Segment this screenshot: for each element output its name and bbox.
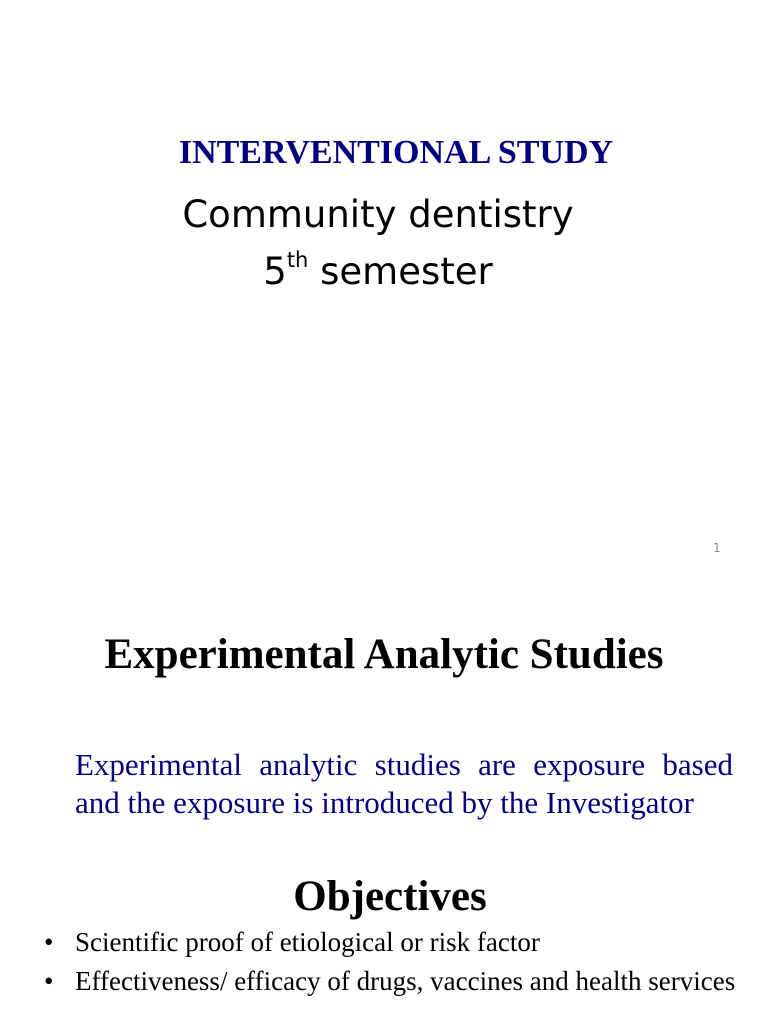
page-number: 1	[713, 541, 721, 555]
slide1-title: INTERVENTIONAL STUDY	[178, 134, 614, 171]
slide1-subtitle-semester	[0, 247, 756, 293]
objective-text: Scientific proof of etiological or risk factor	[75, 927, 540, 957]
semester-word: semester	[308, 250, 493, 293]
objectives-heading: Objectives	[293, 873, 487, 920]
bullet-icon: •	[44, 966, 54, 996]
list-item	[0, 926, 768, 958]
list-item	[0, 965, 768, 997]
bullet-icon: •	[44, 927, 54, 957]
slide2-title: Experimental Analytic Studies	[104, 631, 664, 678]
objectives-list	[0, 926, 768, 1004]
semester-ordinal-suffix: th	[286, 247, 309, 272]
definition-paragraph: Experimental analytic studies are exposure based and the exposure is introduced by the Investigator	[75, 747, 733, 820]
slide1-subtitle-course: Community dentistry	[182, 193, 574, 236]
objective-text: Effectiveness/ efficacy of drugs, vaccines and health services	[75, 966, 736, 996]
semester-number: 5	[263, 250, 287, 293]
